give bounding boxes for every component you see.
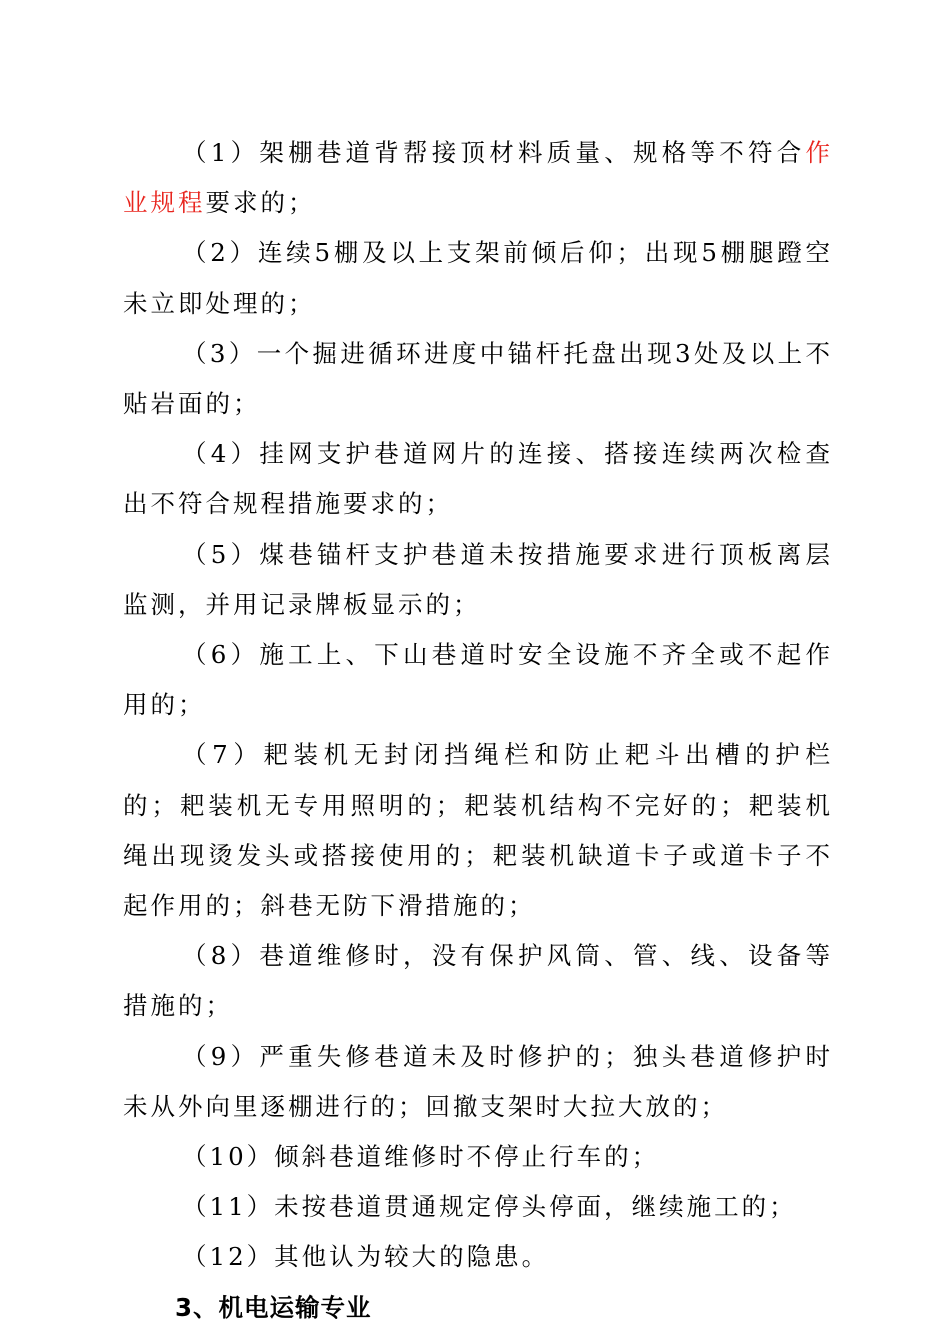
item-4: （4）挂网支护巷道网片的连接、搭接连续两次检查出不符合规程措施要求的； [123, 439, 833, 519]
item-6: （6）施工上、下山巷道时安全设施不齐全或不起作用的； [123, 640, 833, 720]
item-5: （5）煤巷锚杆支护巷道未按措施要求进行顶板离层监测，并用记录牌板显示的； [123, 539, 833, 619]
section-heading: 3、机电运输专业 [175, 1292, 372, 1322]
work-procedure-link[interactable]: 作业规程 [123, 138, 833, 218]
document-page [123, 128, 833, 1333]
item-8: （8）巷道维修时，没有保护风筒、管、线、设备等措施的； [123, 941, 833, 1021]
item-1-prefix: （1）架棚巷道背帮接顶材料质量、规格等不符合 [182, 138, 806, 167]
item-10: （10）倾斜巷道维修时不停止行车的； [182, 1142, 660, 1172]
item-12: （12）其他认为较大的隐患。 [182, 1242, 550, 1272]
item-1-suffix: 要求的； [205, 188, 316, 218]
item-9: （9）严重失修巷道未及时修护的；独头巷道修护时未从外向里逐棚进行的；回撤支架时大拉大放的； [123, 1041, 833, 1121]
item-2: （2）连续5棚及以上支架前倾后仰；出现5棚腿蹬空未立即处理的； [123, 238, 833, 318]
item-7: （7）耙装机无封闭挡绳栏和防止耙斗出槽的护栏的；耙装机无专用照明的；耙装机结构不完好的；耙装机绳出现烫发头或搭接使用的；耙装机缺道卡子或道卡子不起作用的；斜巷无防下滑措施的； [123, 740, 833, 921]
item-11: （11）未按巷道贯通规定停头停面，继续施工的； [182, 1192, 797, 1222]
item-1 [123, 128, 833, 228]
item-3: （3）一个掘进循环进度中锚杆托盘出现3处及以上不贴岩面的； [123, 338, 833, 419]
